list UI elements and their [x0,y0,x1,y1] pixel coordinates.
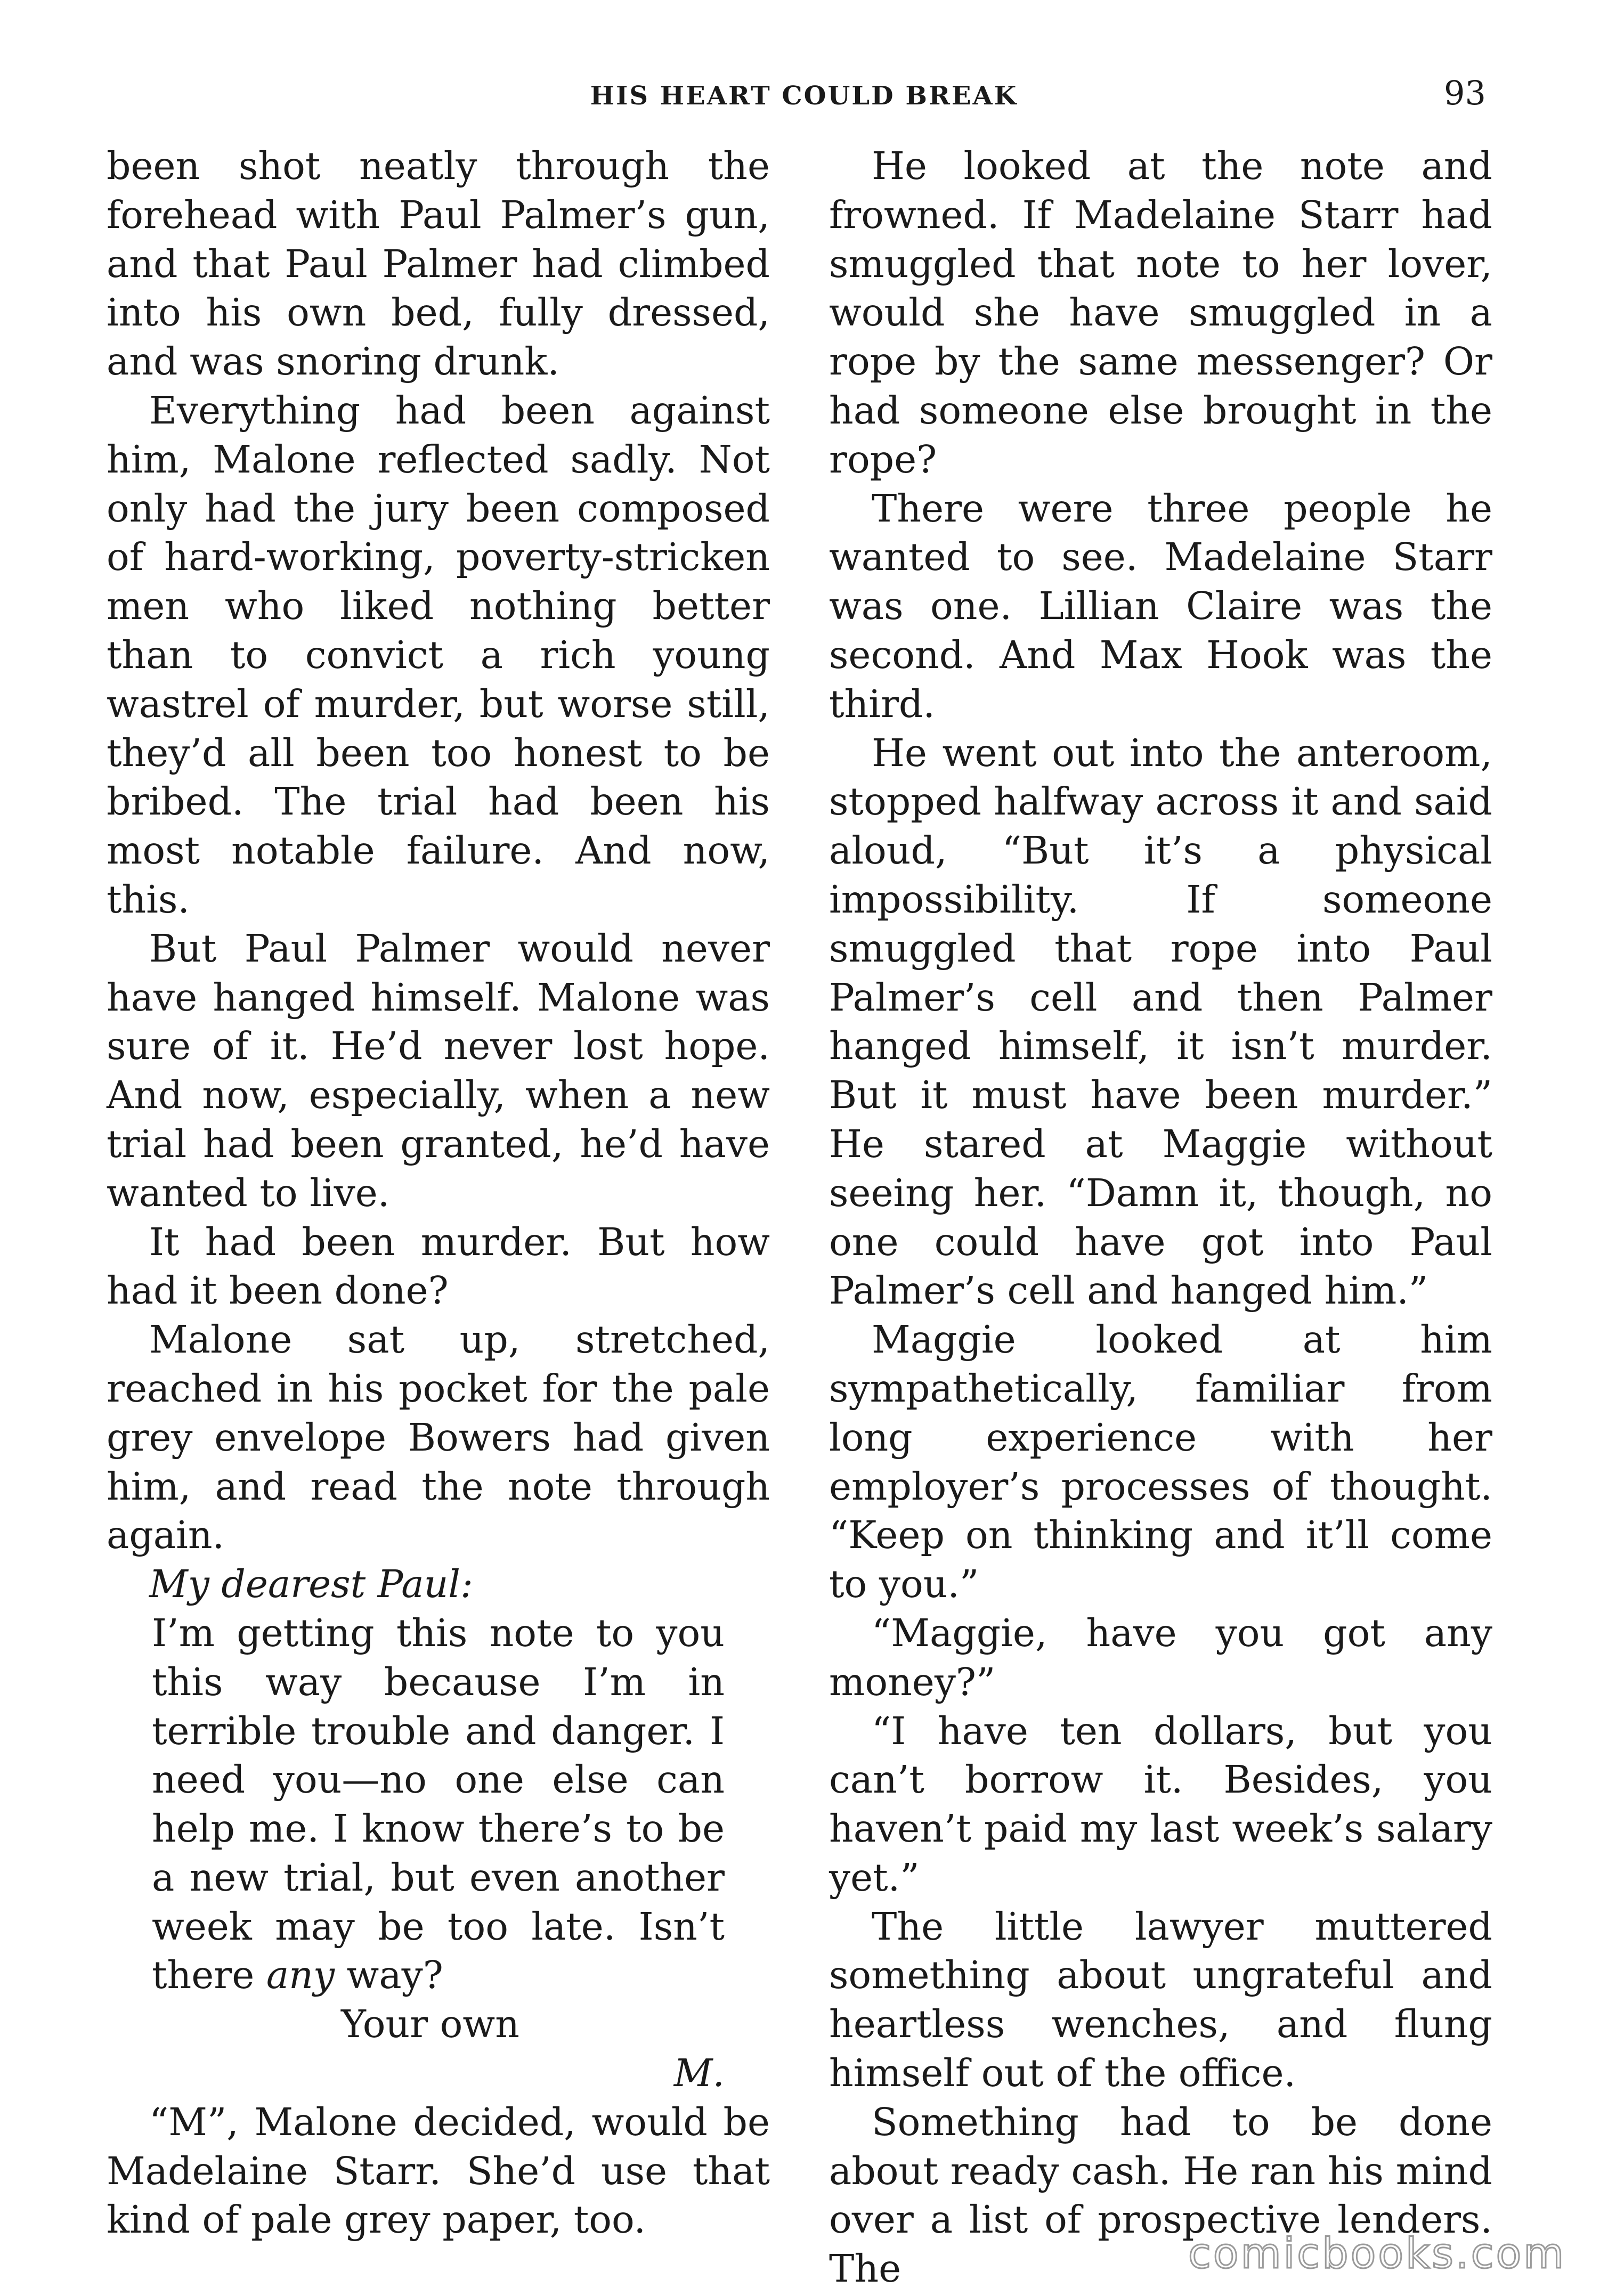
right-column [829,142,1492,2293]
paragraph: “Maggie, have you got any money?” [829,1610,1492,1704]
paragraph: The little lawyer muttered something about ungrateful and heartless wenches, and flung himself out of the office. [829,1904,1492,2096]
paragraph: He looked at the note and frowned. If Madelaine Starr had smuggled that note to her lover, would she have smuggled in a rope by the same messenger? Or had someone else brought in the rope? [829,144,1492,482]
letter-salutation: My dearest Paul: [149,1562,473,1607]
paragraph: Everything had been against him, Malone reflected sadly. Not only had the jury been composed of hard-working, poverty-stricken men who liked nothing better than to convict a rich young wastrel of murder, but worse still, they’d all been too honest to be bribed. The trial had been his most notable failure. And now, this. [107,388,770,922]
letter-signature: M. [673,2051,725,2096]
paragraph: “I have ten dollars, but you can’t borrow it. Besides, you haven’t paid my last week’s salary yet.” [829,1708,1492,1900]
left-column [107,142,770,2244]
page-number: 93 [1444,74,1486,112]
letter-text: way? [334,1953,443,1998]
letter-text: I’m getting this note to you this way because I’m in terrible trouble and danger. I need you—no one else can help me. I know there’s to be a new trial, but even another week may be too late. Isn’t there [152,1610,725,1998]
paragraph: Something had to be done about ready cash. He ran his mind over a list of prospective lenders. The [829,2099,1492,2291]
watermark-text: comicbooks.com [1188,2230,1566,2278]
letter-body [107,1609,770,2000]
paragraph: But Paul Palmer would never have hanged himself. Malone was sure of it. He’d never lost hope. And now, especially, when a new trial had been granted, he’d have wanted to live. [107,926,770,1215]
paragraph: Malone sat up, stretched, reached in his pocket for the pale grey envelope Bowers had given him, and read the note through again. [107,1317,770,1558]
paragraph: “M”, Malone decided, would be Madelaine Starr. She’d use that kind of pale grey paper, too. [107,2099,770,2242]
running-head: HIS HEART COULD BREAK [590,81,1018,111]
letter-closing: Your own [341,2002,519,2047]
paragraph: There were three people he wanted to see. Madelaine Starr was one. Lillian Claire was the second. And Max Hook was the third. [829,486,1492,726]
paragraph: It had been murder. But how had it been done? [107,1219,770,1313]
paragraph: He went out into the anteroom, stopped halfway across it and said aloud, “But it’s a physical impossibility. If someone smuggled that rope into Paul Palmer’s cell and then Palmer hanged himself, it isn’t murder. But it must have been murder.” He stared at Maggie without seeing her. “Damn it, though, no one could have got into Paul Palmer’s cell and hanged him.” [829,730,1492,1313]
paragraph: Maggie looked at him sympathetically, familiar from long experience with her employer’s processes of thought. “Keep on thinking and it’ll come to you.” [829,1317,1492,1607]
paragraph: been shot neatly through the forehead with Paul Palmer’s gun, and that Paul Palmer had climbed into his own bed, fully dressed, and was snoring drunk. [107,144,770,384]
letter-emphasis: any [266,1953,335,1998]
